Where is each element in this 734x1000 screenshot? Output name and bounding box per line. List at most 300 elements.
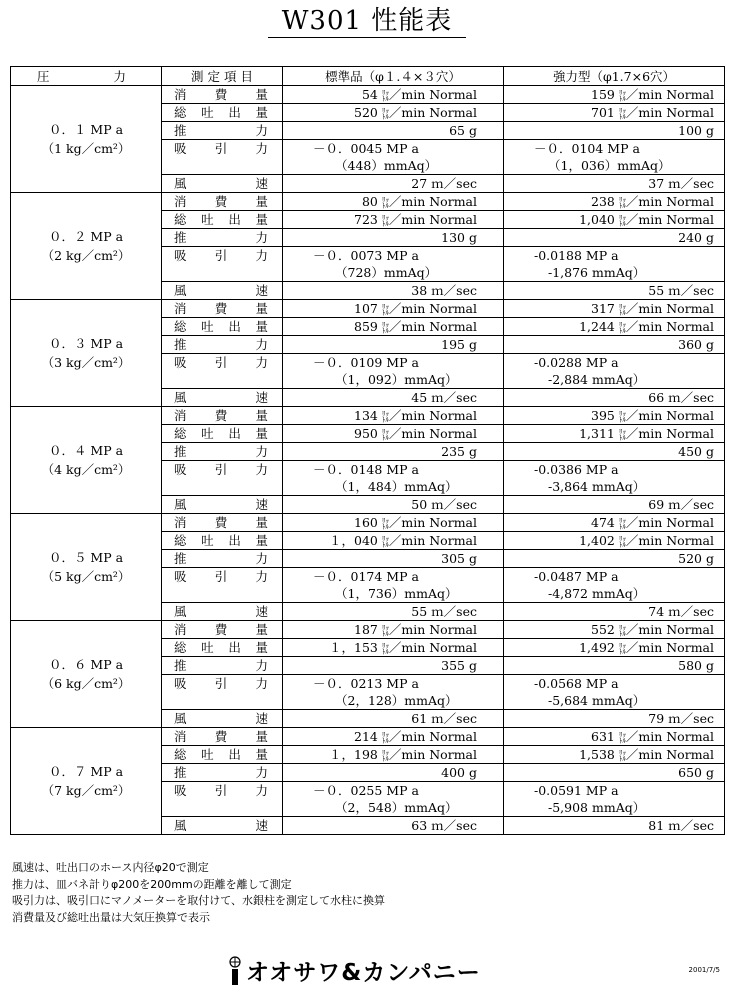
- liter-unit: [382, 90, 389, 102]
- flow-suffix: ／min Normal: [388, 747, 477, 762]
- table-row: [11, 621, 725, 639]
- item-consumption: 消費量: [162, 193, 283, 211]
- strong-suction-mpa: -0.0188 MP a: [504, 247, 725, 265]
- std-wind: 50 ｍ／sec: [283, 496, 504, 514]
- header-standard: 標準品（φ１.４×３穴）: [283, 67, 504, 86]
- flow-value: 134: [354, 408, 378, 423]
- flow-suffix: ／min Normal: [388, 105, 477, 120]
- item-consumption: 消費量: [162, 514, 283, 532]
- pressure-cell: [11, 514, 162, 621]
- strong-consumption: [504, 86, 725, 104]
- liter-unit-top: ﾘｯ: [618, 427, 626, 436]
- std-thrust: 355 g: [283, 657, 504, 675]
- item-wind: 風速: [162, 282, 283, 300]
- item-discharge: 総吐出量: [162, 639, 283, 657]
- flow-suffix: ／min Normal: [388, 533, 477, 548]
- flow-value: 160: [354, 515, 378, 530]
- strong-wind: 66 ｍ／sec: [504, 389, 725, 407]
- liter-unit-bottom: ﾄﾙ: [618, 112, 626, 121]
- pressure-cell: [11, 407, 162, 514]
- liter-unit: [619, 411, 626, 423]
- item-suction-cont: [162, 585, 283, 603]
- table-row: [11, 728, 725, 746]
- liter-unit-top: ﾘｯ: [618, 730, 626, 739]
- flow-suffix: ／min Normal: [388, 426, 477, 441]
- flow-suffix: ／min Normal: [625, 747, 714, 762]
- strong-thrust: 650 g: [504, 764, 725, 782]
- item-suction: 吸引力: [162, 354, 283, 372]
- note-line: 吸引力は、吸引口にマノメーターを取付けて、水銀柱を測定して水柱に換算: [12, 894, 386, 907]
- pressure-cell: [11, 86, 162, 193]
- strong-wind: 81 ｍ／sec: [504, 817, 725, 835]
- item-discharge: 総吐出量: [162, 746, 283, 764]
- liter-unit-top: ﾘｯ: [618, 106, 626, 115]
- flow-suffix: ／min Normal: [625, 426, 714, 441]
- std-consumption: [283, 193, 504, 211]
- item-suction: 吸引力: [162, 461, 283, 479]
- flow-value: 552: [591, 622, 615, 637]
- item-thrust: 推力: [162, 764, 283, 782]
- strong-wind: 37 ｍ／sec: [504, 175, 725, 193]
- liter-unit-bottom: ﾄﾙ: [618, 629, 626, 638]
- strong-wind: 55 ｍ／sec: [504, 282, 725, 300]
- std-suction-mpa: －０．0073 MP a: [283, 247, 504, 265]
- flow-value: 1,402: [579, 533, 615, 548]
- liter-unit: [382, 429, 389, 441]
- std-wind: 55 ｍ／sec: [283, 603, 504, 621]
- liter-unit-bottom: ﾄﾙ: [381, 522, 389, 531]
- liter-unit-top: ﾘｯ: [381, 748, 389, 757]
- strong-discharge: [504, 211, 725, 229]
- std-consumption: [283, 86, 504, 104]
- table-row: [11, 300, 725, 318]
- liter-unit: [382, 304, 389, 316]
- flow-value: 1,040: [579, 212, 615, 227]
- pressure-cell: [11, 193, 162, 300]
- header-item: 測 定 項 目: [162, 67, 283, 86]
- std-discharge: [283, 639, 504, 657]
- flow-suffix: ／min Normal: [388, 640, 477, 655]
- liter-unit-bottom: ﾄﾙ: [381, 629, 389, 638]
- flow-value: 1,311: [579, 426, 615, 441]
- strong-discharge: [504, 104, 725, 122]
- liter-unit-top: ﾘｯ: [381, 730, 389, 739]
- strong-suction-mmaq: -4,872 mmAq）: [504, 585, 725, 603]
- liter-unit: [619, 90, 626, 102]
- table-row: [11, 407, 725, 425]
- liter-unit-top: ﾘｯ: [381, 195, 389, 204]
- flow-suffix: ／min Normal: [388, 408, 477, 423]
- liter-unit-top: ﾘｯ: [618, 88, 626, 97]
- strong-thrust: 450 g: [504, 443, 725, 461]
- liter-unit: [382, 411, 389, 423]
- liter-unit: [382, 750, 389, 762]
- flow-value: 159: [591, 87, 615, 102]
- liter-unit: [382, 625, 389, 637]
- item-consumption: 消費量: [162, 300, 283, 318]
- item-consumption: 消費量: [162, 407, 283, 425]
- flow-value: １，040: [329, 533, 378, 548]
- liter-unit-bottom: ﾄﾙ: [618, 540, 626, 549]
- flow-suffix: ／min Normal: [625, 105, 714, 120]
- strong-wind: 79 ｍ／sec: [504, 710, 725, 728]
- strong-suction-mmaq: -3,864 mmAq）: [504, 478, 725, 496]
- std-discharge: [283, 532, 504, 550]
- std-suction-mmaq: （1，484）mmAq）: [283, 478, 504, 496]
- liter-unit: [619, 750, 626, 762]
- liter-unit: [382, 643, 389, 655]
- liter-unit-bottom: ﾄﾙ: [381, 219, 389, 228]
- item-suction-cont: [162, 157, 283, 175]
- strong-consumption: [504, 514, 725, 532]
- strong-suction-mpa: -0.0568 MP a: [504, 675, 725, 693]
- std-discharge: [283, 104, 504, 122]
- strong-consumption: [504, 300, 725, 318]
- std-consumption: [283, 514, 504, 532]
- liter-unit-top: ﾘｯ: [381, 427, 389, 436]
- logo-text: オオサワ&カンパニー: [246, 960, 481, 986]
- item-thrust: 推力: [162, 122, 283, 140]
- flow-suffix: ／min Normal: [388, 515, 477, 530]
- flow-suffix: ／min Normal: [388, 622, 477, 637]
- liter-unit-bottom: ﾄﾙ: [618, 647, 626, 656]
- std-suction-mmaq: （728）mmAq）: [283, 264, 504, 282]
- strong-thrust: 360 g: [504, 336, 725, 354]
- flow-value: 80: [361, 194, 378, 209]
- strong-suction-mpa: -0.0288 MP a: [504, 354, 725, 372]
- flow-suffix: ／min Normal: [625, 87, 714, 102]
- item-suction: 吸引力: [162, 675, 283, 693]
- company-logo: [228, 954, 481, 987]
- pressure-kg: （3 kg／cm²）: [41, 355, 131, 370]
- liter-unit: [619, 429, 626, 441]
- liter-unit-top: ﾘｯ: [381, 213, 389, 222]
- flow-value: 859: [354, 319, 378, 334]
- flow-value: １，198: [329, 747, 378, 762]
- item-thrust: 推力: [162, 336, 283, 354]
- strong-thrust: 580 g: [504, 657, 725, 675]
- liter-unit-bottom: ﾄﾙ: [618, 754, 626, 763]
- std-wind: 45 ｍ／sec: [283, 389, 504, 407]
- std-thrust: 305 g: [283, 550, 504, 568]
- flow-value: １，153: [329, 640, 378, 655]
- flow-value: 1,492: [579, 640, 615, 655]
- liter-unit-top: ﾘｯ: [381, 516, 389, 525]
- item-discharge: 総吐出量: [162, 104, 283, 122]
- strong-discharge: [504, 639, 725, 657]
- pressure-mpa: ０．２ MP a: [48, 229, 124, 244]
- liter-unit: [382, 732, 389, 744]
- pressure-kg: （4 kg／cm²）: [41, 462, 131, 477]
- flow-suffix: ／min Normal: [625, 319, 714, 334]
- pressure-mpa: ０．３ MP a: [48, 336, 124, 351]
- std-wind: 38 ｍ／sec: [283, 282, 504, 300]
- item-wind: 風速: [162, 175, 283, 193]
- item-wind: 風速: [162, 496, 283, 514]
- flow-suffix: ／min Normal: [625, 194, 714, 209]
- std-suction-mmaq: （448）mmAq）: [283, 157, 504, 175]
- liter-unit-bottom: ﾄﾙ: [381, 308, 389, 317]
- strong-thrust: 520 g: [504, 550, 725, 568]
- pressure-kg: （2 kg／cm²）: [41, 248, 131, 263]
- strong-discharge: [504, 425, 725, 443]
- liter-unit-bottom: ﾄﾙ: [381, 112, 389, 121]
- flow-suffix: ／min Normal: [625, 622, 714, 637]
- std-discharge: [283, 318, 504, 336]
- flow-suffix: ／min Normal: [388, 729, 477, 744]
- strong-suction-mmaq: （1，036）mmAq）: [504, 157, 725, 175]
- item-suction-cont: [162, 799, 283, 817]
- liter-unit-top: ﾘｯ: [618, 516, 626, 525]
- flow-suffix: ／min Normal: [625, 408, 714, 423]
- liter-unit: [382, 215, 389, 227]
- item-discharge: 総吐出量: [162, 532, 283, 550]
- liter-unit-bottom: ﾄﾙ: [618, 736, 626, 745]
- liter-unit: [382, 197, 389, 209]
- liter-unit-bottom: ﾄﾙ: [381, 540, 389, 549]
- liter-unit-bottom: ﾄﾙ: [618, 94, 626, 103]
- table-body: [11, 86, 725, 835]
- pressure-kg: （5 kg／cm²）: [41, 569, 131, 584]
- std-suction-mpa: －０．0109 MP a: [283, 354, 504, 372]
- std-suction-mpa: －０．0213 MP a: [283, 675, 504, 693]
- liter-unit-bottom: ﾄﾙ: [618, 201, 626, 210]
- item-wind: 風速: [162, 603, 283, 621]
- liter-unit-top: ﾘｯ: [618, 748, 626, 757]
- pressure-cell: [11, 300, 162, 407]
- flow-value: 317: [591, 301, 615, 316]
- liter-unit-bottom: ﾄﾙ: [381, 736, 389, 745]
- flow-value: 1,538: [579, 747, 615, 762]
- strong-discharge: [504, 318, 725, 336]
- pressure-kg: （1 kg／cm²）: [41, 141, 131, 156]
- item-suction: 吸引力: [162, 247, 283, 265]
- std-consumption: [283, 621, 504, 639]
- std-thrust: 235 g: [283, 443, 504, 461]
- strong-suction-mmaq: -5,684 mmAq）: [504, 692, 725, 710]
- std-consumption: [283, 300, 504, 318]
- item-consumption: 消費量: [162, 728, 283, 746]
- flow-suffix: ／min Normal: [625, 301, 714, 316]
- strong-suction-mmaq: -1,876 mmAq）: [504, 264, 725, 282]
- flow-value: 631: [591, 729, 615, 744]
- liter-unit-bottom: ﾄﾙ: [618, 308, 626, 317]
- pressure-mpa: ０．７ MP a: [48, 764, 124, 779]
- pressure-mpa: ０．１ MP a: [48, 122, 124, 137]
- liter-unit: [619, 625, 626, 637]
- document-date: 2001/7/5: [688, 966, 720, 974]
- liter-unit: [619, 197, 626, 209]
- flow-suffix: ／min Normal: [388, 319, 477, 334]
- std-suction-mpa: －０．0045 MP a: [283, 140, 504, 158]
- strong-discharge: [504, 532, 725, 550]
- liter-unit-bottom: ﾄﾙ: [381, 754, 389, 763]
- item-thrust: 推力: [162, 657, 283, 675]
- liter-unit-top: ﾘｯ: [618, 302, 626, 311]
- std-suction-mmaq: （2，128）mmAq）: [283, 692, 504, 710]
- std-suction-mmaq: （1，092）mmAq）: [283, 371, 504, 389]
- liter-unit-top: ﾘｯ: [381, 641, 389, 650]
- std-suction-mmaq: （2，548）mmAq）: [283, 799, 504, 817]
- std-suction-mmaq: （1，736）mmAq）: [283, 585, 504, 603]
- liter-unit: [619, 536, 626, 548]
- liter-unit-bottom: ﾄﾙ: [381, 415, 389, 424]
- flow-value: 214: [354, 729, 378, 744]
- std-wind: 63 ｍ／sec: [283, 817, 504, 835]
- strong-thrust: 240 g: [504, 229, 725, 247]
- liter-unit-top: ﾘｯ: [381, 534, 389, 543]
- pressure-mpa: ０．６ MP a: [48, 657, 124, 672]
- flow-suffix: ／min Normal: [625, 640, 714, 655]
- notes: [12, 860, 385, 926]
- std-suction-mpa: －０．0148 MP a: [283, 461, 504, 479]
- item-suction: 吸引力: [162, 782, 283, 800]
- pressure-mpa: ０．４ MP a: [48, 443, 124, 458]
- item-consumption: 消費量: [162, 86, 283, 104]
- strong-suction-mpa: －０．0104 MP a: [504, 140, 725, 158]
- liter-unit-bottom: ﾄﾙ: [381, 433, 389, 442]
- liter-unit: [382, 536, 389, 548]
- header-strong: 強力型（φ1.7×6穴）: [504, 67, 725, 86]
- item-consumption: 消費量: [162, 621, 283, 639]
- strong-thrust: 100 g: [504, 122, 725, 140]
- item-wind: 風速: [162, 389, 283, 407]
- item-discharge: 総吐出量: [162, 425, 283, 443]
- liter-unit-bottom: ﾄﾙ: [618, 326, 626, 335]
- liter-unit: [619, 322, 626, 334]
- std-discharge: [283, 425, 504, 443]
- item-wind: 風速: [162, 710, 283, 728]
- flow-suffix: ／min Normal: [388, 194, 477, 209]
- flow-value: 1,244: [579, 319, 615, 334]
- header-row: [11, 67, 725, 86]
- note-line: 風速は、吐出口のホース内径φ20で測定: [12, 861, 209, 874]
- flow-value: 395: [591, 408, 615, 423]
- liter-unit-top: ﾘｯ: [618, 213, 626, 222]
- std-thrust: 130 g: [283, 229, 504, 247]
- pressure-mpa: ０．５ MP a: [48, 550, 124, 565]
- item-suction-cont: [162, 264, 283, 282]
- flow-value: 701: [591, 105, 615, 120]
- strong-consumption: [504, 621, 725, 639]
- liter-unit-top: ﾘｯ: [618, 409, 626, 418]
- table-row: [11, 193, 725, 211]
- liter-unit-top: ﾘｯ: [618, 534, 626, 543]
- item-suction: 吸引力: [162, 568, 283, 586]
- strong-consumption: [504, 728, 725, 746]
- liter-unit: [619, 304, 626, 316]
- liter-unit-top: ﾘｯ: [618, 641, 626, 650]
- strong-wind: 69 ｍ／sec: [504, 496, 725, 514]
- item-discharge: 総吐出量: [162, 318, 283, 336]
- liter-unit-top: ﾘｯ: [381, 106, 389, 115]
- liter-unit-top: ﾘｯ: [381, 302, 389, 311]
- item-thrust: 推力: [162, 443, 283, 461]
- item-wind: 風速: [162, 817, 283, 835]
- table-row: [11, 86, 725, 104]
- liter-unit-bottom: ﾄﾙ: [381, 201, 389, 210]
- pressure-kg: （7 kg／cm²）: [41, 783, 131, 798]
- flow-value: 520: [354, 105, 378, 120]
- std-suction-mpa: －０．0255 MP a: [283, 782, 504, 800]
- liter-unit-bottom: ﾄﾙ: [381, 647, 389, 656]
- std-thrust: 65 g: [283, 122, 504, 140]
- table-row: [11, 514, 725, 532]
- liter-unit: [619, 215, 626, 227]
- note-line: 消費量及び総吐出量は大気圧換算で表示: [12, 910, 210, 924]
- liter-unit-top: ﾘｯ: [381, 409, 389, 418]
- note-line: 推力は、皿バネ計りφ200を200mmの距離を離して測定: [12, 877, 292, 891]
- liter-unit-bottom: ﾄﾙ: [381, 94, 389, 103]
- liter-unit-top: ﾘｯ: [618, 320, 626, 329]
- liter-unit: [619, 518, 626, 530]
- liter-unit-bottom: ﾄﾙ: [381, 326, 389, 335]
- strong-wind: 74 ｍ／sec: [504, 603, 725, 621]
- liter-unit: [382, 108, 389, 120]
- strong-suction-mpa: -0.0591 MP a: [504, 782, 725, 800]
- item-suction-cont: [162, 371, 283, 389]
- pressure-kg: （6 kg／cm²）: [41, 676, 131, 691]
- strong-suction-mpa: -0.0487 MP a: [504, 568, 725, 586]
- flow-value: 723: [354, 212, 378, 227]
- liter-unit: [619, 643, 626, 655]
- std-wind: 61 ｍ／sec: [283, 710, 504, 728]
- flow-suffix: ／min Normal: [625, 212, 714, 227]
- std-thrust: 195 g: [283, 336, 504, 354]
- flow-suffix: ／min Normal: [388, 301, 477, 316]
- liter-unit: [382, 322, 389, 334]
- std-discharge: [283, 746, 504, 764]
- flow-suffix: ／min Normal: [625, 515, 714, 530]
- flow-value: 474: [591, 515, 615, 530]
- std-thrust: 400 g: [283, 764, 504, 782]
- strong-consumption: [504, 193, 725, 211]
- pressure-cell: [11, 728, 162, 835]
- flow-value: 950: [354, 426, 378, 441]
- strong-suction-mmaq: -2,884 mmAq）: [504, 371, 725, 389]
- flow-suffix: ／min Normal: [625, 533, 714, 548]
- flow-value: 107: [354, 301, 378, 316]
- flow-suffix: ／min Normal: [388, 212, 477, 227]
- liter-unit-top: ﾘｯ: [381, 88, 389, 97]
- strong-suction-mmaq: -5,908 mmAq）: [504, 799, 725, 817]
- liter-unit-bottom: ﾄﾙ: [618, 415, 626, 424]
- std-wind: 27 ｍ／sec: [283, 175, 504, 193]
- std-suction-mpa: －０．0174 MP a: [283, 568, 504, 586]
- strong-discharge: [504, 746, 725, 764]
- liter-unit: [619, 732, 626, 744]
- item-thrust: 推力: [162, 550, 283, 568]
- liter-unit: [382, 518, 389, 530]
- std-discharge: [283, 211, 504, 229]
- std-consumption: [283, 728, 504, 746]
- liter-unit: [619, 108, 626, 120]
- liter-unit-top: ﾘｯ: [618, 623, 626, 632]
- liter-unit-top: ﾘｯ: [618, 195, 626, 204]
- liter-unit-bottom: ﾄﾙ: [618, 219, 626, 228]
- liter-unit-bottom: ﾄﾙ: [618, 433, 626, 442]
- item-suction: 吸引力: [162, 140, 283, 158]
- liter-unit-top: ﾘｯ: [381, 320, 389, 329]
- item-thrust: 推力: [162, 229, 283, 247]
- item-discharge: 総吐出量: [162, 211, 283, 229]
- liter-unit-top: ﾘｯ: [381, 623, 389, 632]
- pressure-cell: [11, 621, 162, 728]
- std-consumption: [283, 407, 504, 425]
- performance-table: [10, 66, 725, 835]
- flow-value: 187: [354, 622, 378, 637]
- flow-value: 238: [591, 194, 615, 209]
